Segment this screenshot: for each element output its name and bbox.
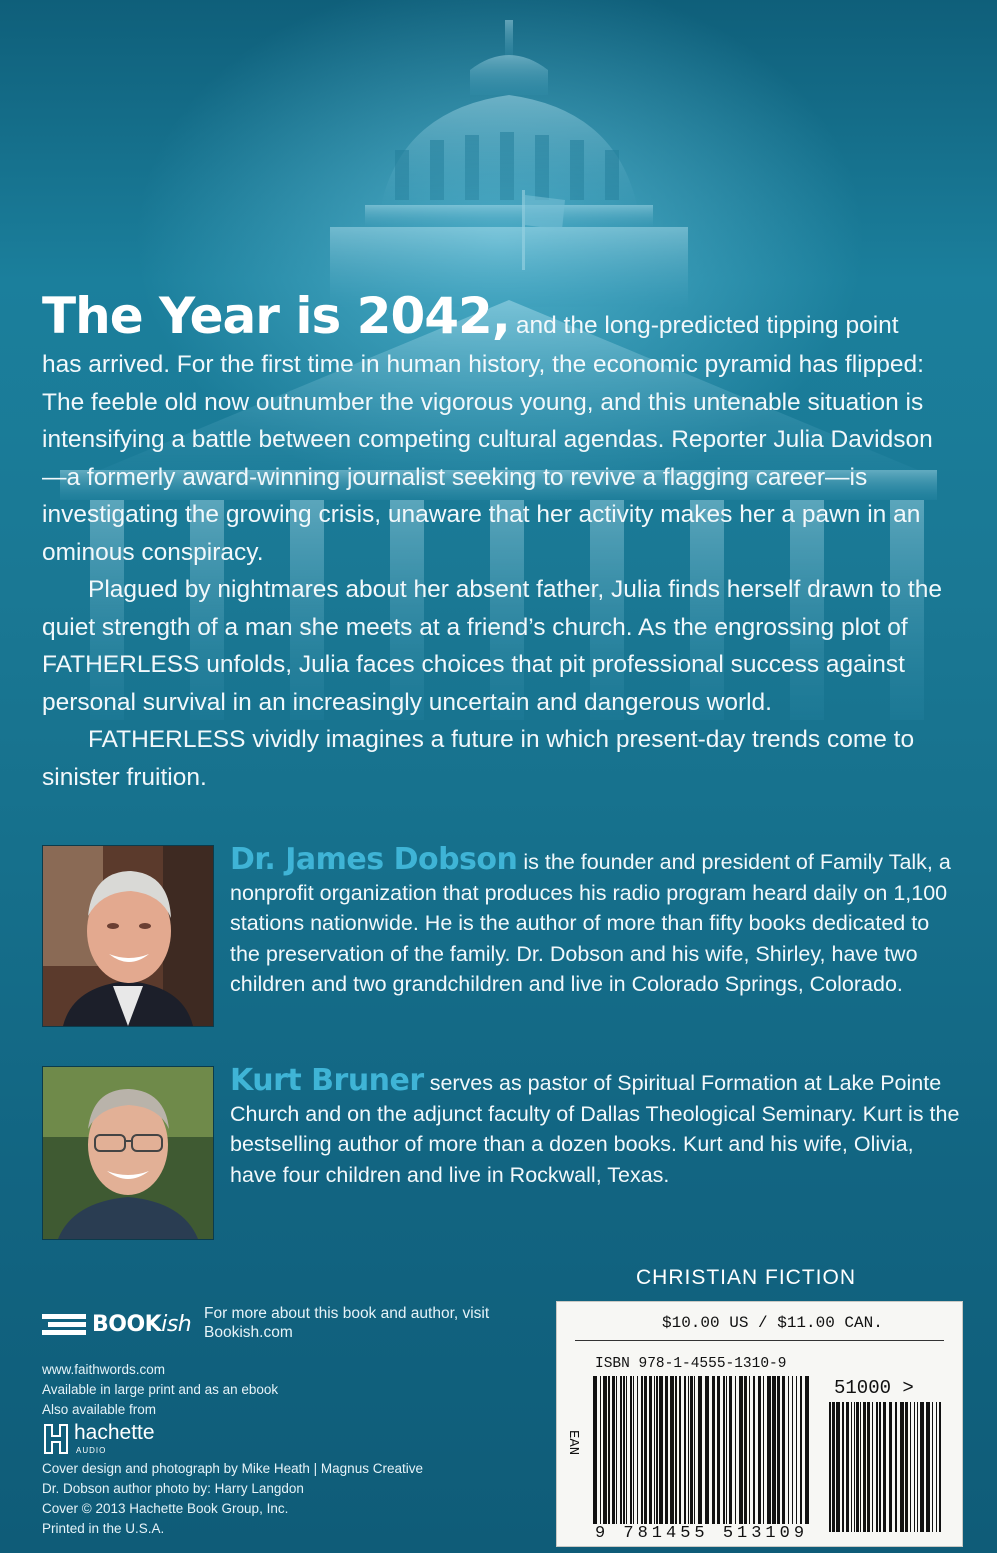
copyright-text: Cover © 2013 Hachette Book Group, Inc. (42, 1501, 289, 1516)
blurb-paragraph-1-text: and the long-predicted tipping point has arrived. For the first time in human history, the economic pyramid has flipped: The feeble old now outnumber the vigorous young, and this untenable situation is intensifying a battle between competing cultural agendas. Reporter Julia Davidson—a formerly award-winning journalist seeking to revive a flagging career—is investigating the growing crisis, unaware that her activity makes her a pawn in an ominous conspiracy. (42, 312, 933, 566)
ean-barcode-icon (593, 1376, 809, 1524)
website-text: www.faithwords.com (42, 1362, 166, 1377)
hachette-sub: AUDIO (76, 1446, 107, 1455)
hachette-audio-logo (42, 1420, 182, 1460)
author-bio-dobson-text: is the founder and president of Family Talk, a nonprofit organization that produces his radio program heard daily on 1,100 stations nationwide. He is the author of more than fifty books dedicated to the preservation of the family. Dr. Dobson and his wife, Shirley, have two children and two grandchildren and live in Colorado Springs, Colorado. (230, 850, 951, 996)
author-name-bruner: Kurt Bruner (230, 1063, 424, 1098)
blurb-lead-heading: The Year is 2042, (42, 287, 510, 345)
credit-author-photo: Dr. Dobson author photo by: Harry Langdon (42, 1481, 304, 1496)
blurb-paragraph-2: Plagued by nightmares about her absent father, Julia finds herself drawn to the quiet strength of a man she meets at a friend’s church. As the engrossing plot of FATHERLESS unfolds, Julia faces choices that pit professional success against personal survival in an increasingly uncertain and dangerous world. (42, 576, 942, 716)
bookish-logo-text (92, 1312, 191, 1337)
isbn-text: ISBN 978-1-4555-1310-9 (595, 1356, 787, 1372)
hachette-name: hachette (74, 1421, 155, 1444)
author-bio-bruner-text: serves as pastor of Spiritual Formation at Lake Pointe Church and on the adjunct faculty of Dallas Theological Seminary. Kurt is the bestselling author of more than a dozen books. Kurt and his wife, Olivia, have four children and live in Rockwall, Texas. (230, 1071, 960, 1187)
blurb-paragraph-1 (42, 286, 942, 571)
formats-text: Available in large print and as an ebook (42, 1382, 279, 1397)
genre-label: CHRISTIAN FICTION (636, 1266, 856, 1289)
barcode-label (556, 1301, 963, 1547)
bookish-more-text: For more about this book and author, visit Bookish.com (204, 1305, 490, 1341)
price-text: $10.00 US / $11.00 CAN. (662, 1314, 883, 1332)
addon-barcode-icon (829, 1402, 941, 1532)
bookish-promo (42, 1302, 512, 1352)
blurb-paragraph-3: FATHERLESS vividly imagines a future in which present-day trends come to sinister fruition. (42, 726, 915, 791)
hachette-icon (42, 1422, 70, 1456)
barcode-number: 9 781455 513109 (595, 1524, 809, 1543)
price-divider (575, 1340, 944, 1341)
author-photo-bruner (42, 1066, 214, 1240)
author-name-dobson: Dr. James Dobson (230, 842, 518, 877)
bookish-logo-italic: ish (161, 1312, 192, 1337)
ean-text: EAN (565, 1430, 581, 1456)
author-bio-bruner (230, 1063, 965, 1190)
addon-number: 51000 > (834, 1377, 914, 1399)
bookish-logo-main: BOOK (92, 1312, 162, 1337)
book-blurb (42, 286, 942, 796)
author-photo-dobson (42, 845, 214, 1027)
author-bio-dobson (230, 842, 965, 1000)
credit-cover-design: Cover design and photograph by Mike Heath | Magnus Creative (42, 1461, 423, 1476)
also-available-text: Also available from (42, 1402, 157, 1417)
printed-text: Printed in the U.S.A. (42, 1521, 165, 1536)
